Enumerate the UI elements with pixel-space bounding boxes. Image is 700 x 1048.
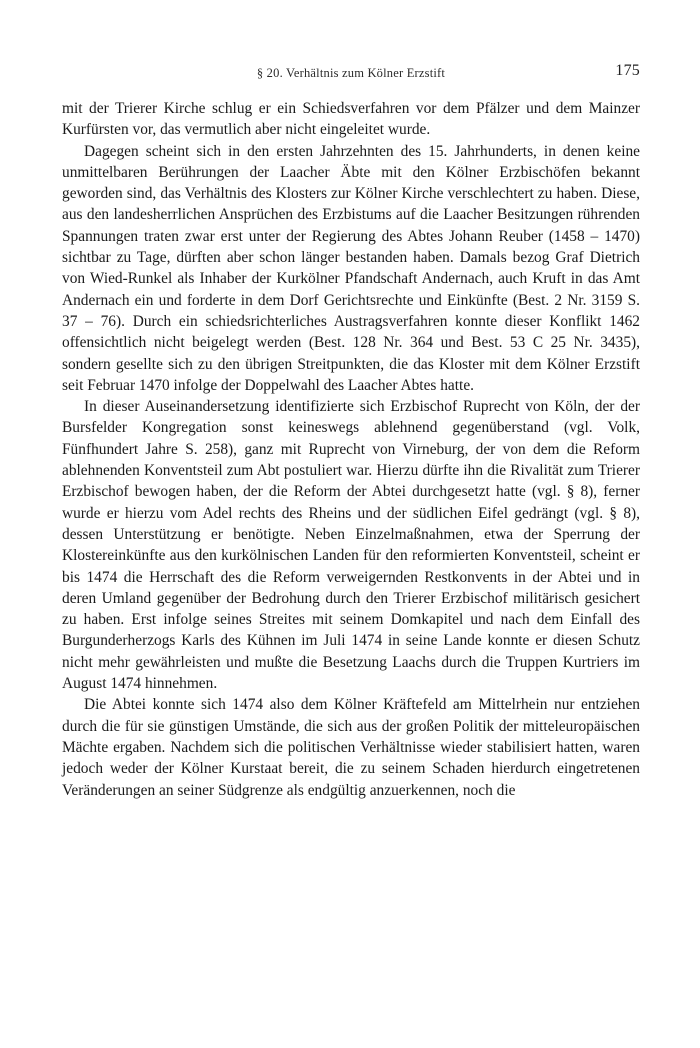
book-page bbox=[62, 62, 640, 801]
page-number: 175 bbox=[615, 62, 640, 79]
page-header bbox=[62, 62, 640, 86]
body-text bbox=[62, 98, 640, 801]
running-title: § 20. Verhältnis zum Kölner Erzstift bbox=[256, 66, 446, 80]
paragraph-1: mit der Trierer Kirche schlug er ein Schiedsverfahren vor dem Pfälzer und dem Mainzer Kurfürsten vor, das vermutlich aber nicht eingeleitet wurde. bbox=[62, 100, 640, 139]
paragraph-2: Dagegen scheint sich in den ersten Jahrzehnten des 15. Jahrhunderts, in denen keine unmittelbaren Berührungen der Laacher Äbte mit den Kölner Erzbischöfen bekannt geworden sind, das Verhältnis des Klosters zur Kölner Kirche verschlechtert zu haben. Diese, aus den landesherrlichen Ansprüchen des Erzbistums auf die Laacher Besitzungen rührenden Spannungen traten zwar erst unter der Regierung des Abtes Johann Reuber (1458 – 1470) sichtbar zu Tage, dürften aber schon länger bestanden haben. Damals bezog Graf Dietrich von Wied-Runkel als Inhaber der Kurkölner Pfandschaft Andernach, auch Kruft in das Amt Andernach ein und forderte in dem Dorf Gerichtsrechte und Einkünfte (Best. 2 Nr. 3159 S. 37 – 76). Durch ein schiedsrichterliches Austragsverfahren konnte dieser Konflikt 1462 offensichtlich nicht beigelegt werden (Best. 128 Nr. 364 und Best. 53 C 25 Nr. 3435), sondern gesellte sich zu den übrigen Streitpunkten, die das Kloster mit dem Kölner Erzstift seit Februar 1470 infolge der Doppelwahl des Laacher Abtes hatte. bbox=[62, 142, 640, 394]
paragraph-4: Die Abtei konnte sich 1474 also dem Kölner Kräftefeld am Mittelrhein nur entziehen durch die für sie günstigen Umstände, die sich aus der großen Politik der mitteleuropäischen Mächte ergaben. Nachdem sich die politischen Verhältnisse wieder stabilisiert hatten, waren jedoch weder der Kölner Kurstaat bereit, die zu seinem Schaden hierdurch eingetretenen Veränderungen an seiner Südgrenze als endgültig anzuerkennen, noch die bbox=[62, 696, 640, 799]
paragraph-3: In dieser Auseinandersetzung identifizierte sich Erzbischof Ruprecht von Köln, der der Bursfelder Kongregation sonst keineswegs ablehnend gegenüberstand (vgl. Volk, Fünfhundert Jahre S. 258), ganz mit Ruprecht von Virneburg, der von dem die Reform ablehnenden Konventsteil zum Abt postuliert war. Hierzu dürfte ihn die Rivalität zum Trierer Erzbischof bewogen haben, der die Reform der Abtei durchgesetzt hatte (vgl. § 8), ferner wurde er hierzu vom Adel rechts des Rheins und der südlichen Eifel gedrängt (vgl. § 8), dessen Unterstützung er benötigte. Neben Einzelmaßnahmen, etwa der Sperrung der Klostereinkünfte aus den kurkölnischen Landen für den reformierten Konventsteil, scheint er bis 1474 die Herrschaft des die Reform verweigernden Restkonvents in der Abtei und in deren Umland gegenüber der Bedrohung durch den Trierer Erzbischof militärisch gesichert zu haben. Erst infolge seines Streites mit seinem Domkapitel und nach dem Einfall des Burgunderherzogs Karls des Kühnen im Juli 1474 in seine Lande konnte er diesen Schutz nicht mehr gewährleisten und mußte die Besetzung Laachs durch die Truppen Kurtriers im August 1474 hinnehmen. bbox=[62, 398, 640, 693]
